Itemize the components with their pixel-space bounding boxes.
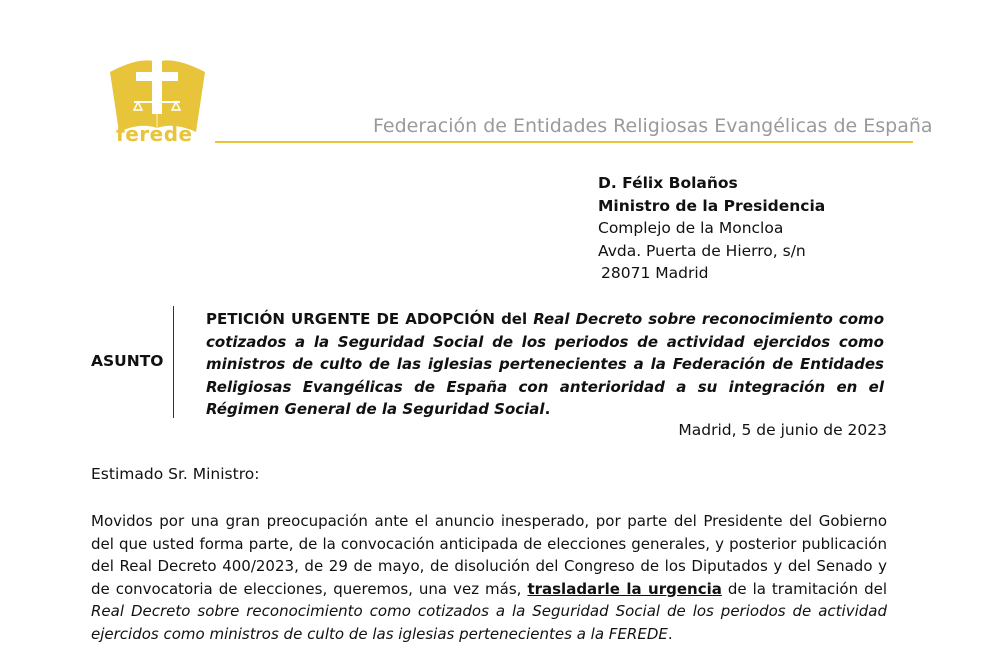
subject-text [206,308,884,421]
recipient-address-3: 28071 Madrid [601,264,709,282]
subject-decree-title: Real Decreto sobre reconocimiento como cotizados a la Seguridad Social de los periodos de actividad ejercidos como ministros de culto de las iglesias pertenecientes a la Federación de Entidades Religiosas Evangélicas de España con anterioridad a su integración en el Régimen General de la Seguridad Social [206,310,884,419]
header-rule [215,141,913,143]
subject-end: . [544,400,551,419]
logo-wordmark: ferede [116,122,193,146]
recipient-address-2: Avda. Puerta de Hierro, s/n [598,241,806,260]
body-emphasis: trasladarle la urgencia [527,579,722,598]
organization-name: Federación de Entidades Religiosas Evangélicas de España [373,115,933,137]
body-paragraph [91,510,887,645]
body-end: . [667,624,673,643]
greeting: Estimado Sr. Ministro: [91,465,260,483]
recipient-title: Ministro de la Presidencia [598,196,826,215]
subject-label: ASUNTO [91,352,164,370]
recipient-block [598,172,825,285]
subject-lead: PETICIÓN URGENTE DE ADOPCIÓN del [206,310,534,328]
body-decree-title: Real Decreto sobre reconocimiento como cotizados a la Seguridad Social de los periodos de actividad ejercidos como ministros de culto de las iglesias pertenecientes a la FEREDE [91,602,887,643]
recipient-name: D. Félix Bolaños [598,174,738,192]
body-part-1: Movidos por una gran preocupación ante el anuncio inesperado, por parte del Presidente del Gobierno del que usted forma parte, de la convocación anticipada de elecciones generales, y posterior publicación del Real Decreto 400/2023, de 29 de mayo, de disolución del Congreso de los Diputados y del Senado y de convocatoria de elecciones, queremos, una vez más, [91,512,887,598]
body-part-2: de la tramitación del [721,579,888,598]
subject-divider [173,306,174,418]
recipient-address-1: Complejo de la Moncloa [598,219,784,237]
letter-date: Madrid, 5 de junio de 2023 [678,421,887,439]
